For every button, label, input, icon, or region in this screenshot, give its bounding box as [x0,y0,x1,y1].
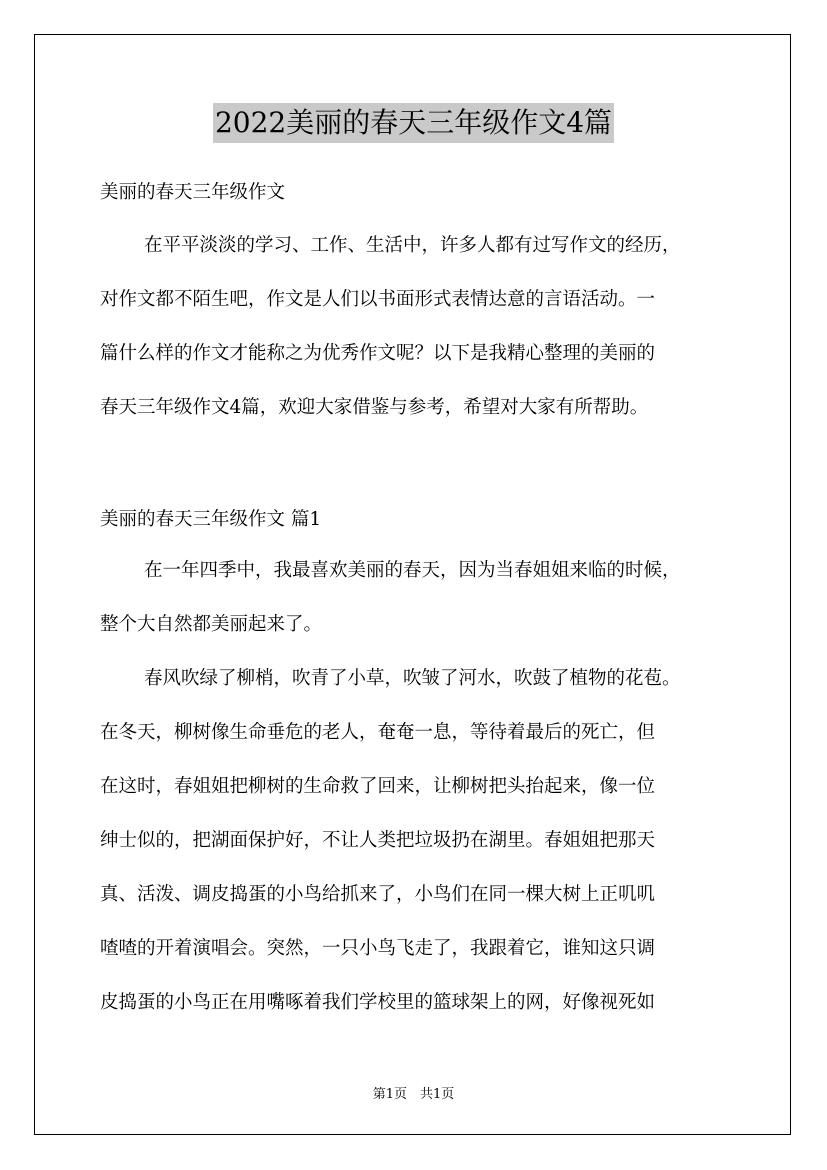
paragraph-line: 在这时，春姐姐把柳树的生命救了回来，让柳树把头抬起来，像一位 [100,776,656,797]
page-footer: 第1页 共1页 [372,1087,455,1102]
paragraph-1 [100,544,740,652]
subtitle-line: 美丽的春天三年级作文 [100,182,286,203]
paragraph-line: 皮捣蛋的小鸟正在用嘴啄着我们学校里的篮球架上的网，好像视死如 [100,992,656,1013]
paragraph-line: 春风吹绿了柳梢，吹青了小草，吹皱了河水，吹鼓了植物的花苞。 [144,668,681,689]
document-title: 2022美丽的春天三年级作文4篇 [213,103,614,143]
paragraph-line: 春天三年级作文4篇，欢迎大家借鉴与参考，希望对大家有所帮助。 [100,397,649,418]
paragraph-2 [100,652,740,1030]
paragraph-line: 对作文都不陌生吧，作文是人们以书面形式表情达意的言语活动。一 [100,289,656,310]
intro-paragraph [100,219,740,435]
paragraph-line: 整个大自然都美丽起来了。 [100,614,323,635]
section-heading-line: 美丽的春天三年级作文 篇1 [100,509,322,530]
paragraph-line: 在冬天，柳树像生命垂危的老人，奄奄一息，等待着最后的死亡，但 [100,722,656,743]
subtitle [100,178,740,208]
paragraph-line: 喳喳的开着演唱会。突然，一只小鸟飞走了，我跟着它，谁知这只调 [100,938,656,959]
paragraph-line: 篇什么样的作文才能称之为优秀作文呢？以下是我精心整理的美丽的 [100,343,656,364]
paragraph-line: 在平平淡淡的学习、工作、生活中，许多人都有过写作文的经历， [144,235,681,256]
paragraph-line: 绅士似的，把湖面保护好，不让人类把垃圾扔在湖里。春姐姐把那天 [100,830,656,851]
section-heading [100,505,740,535]
paragraph-line: 真、活泼、调皮捣蛋的小鸟给抓来了，小鸟们在同一棵大树上正叽叽 [100,884,656,905]
paragraph-line: 在一年四季中，我最喜欢美丽的春天，因为当春姐姐来临的时候， [144,560,681,581]
